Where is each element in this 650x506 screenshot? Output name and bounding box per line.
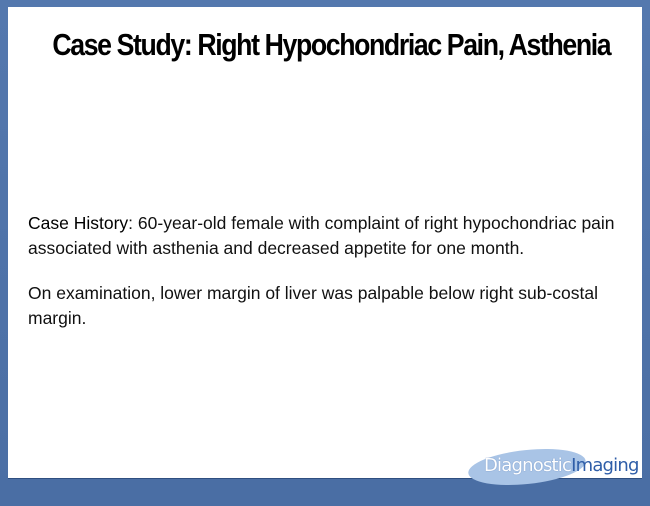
logo-text	[484, 455, 639, 476]
logo-text-imaging: Imaging	[571, 455, 639, 476]
examination-paragraph: On examination, lower margin of liver was palpable below right sub-costal margin.	[28, 283, 598, 328]
slide-title: Case Study: Right Hypochondriac Pain, Asthenia	[52, 27, 611, 62]
logo-text-diagnostic: Diagnostic	[484, 455, 572, 476]
diagnostic-imaging-logo	[466, 444, 639, 492]
case-history-label: Case History	[28, 213, 129, 233]
case-history-text: : 60-year-old female with complaint of right hypochondriac pain associated with asthenia and decreased appetite for one month.	[28, 213, 615, 258]
slide-body	[28, 211, 618, 351]
case-history-paragraph	[28, 211, 618, 261]
